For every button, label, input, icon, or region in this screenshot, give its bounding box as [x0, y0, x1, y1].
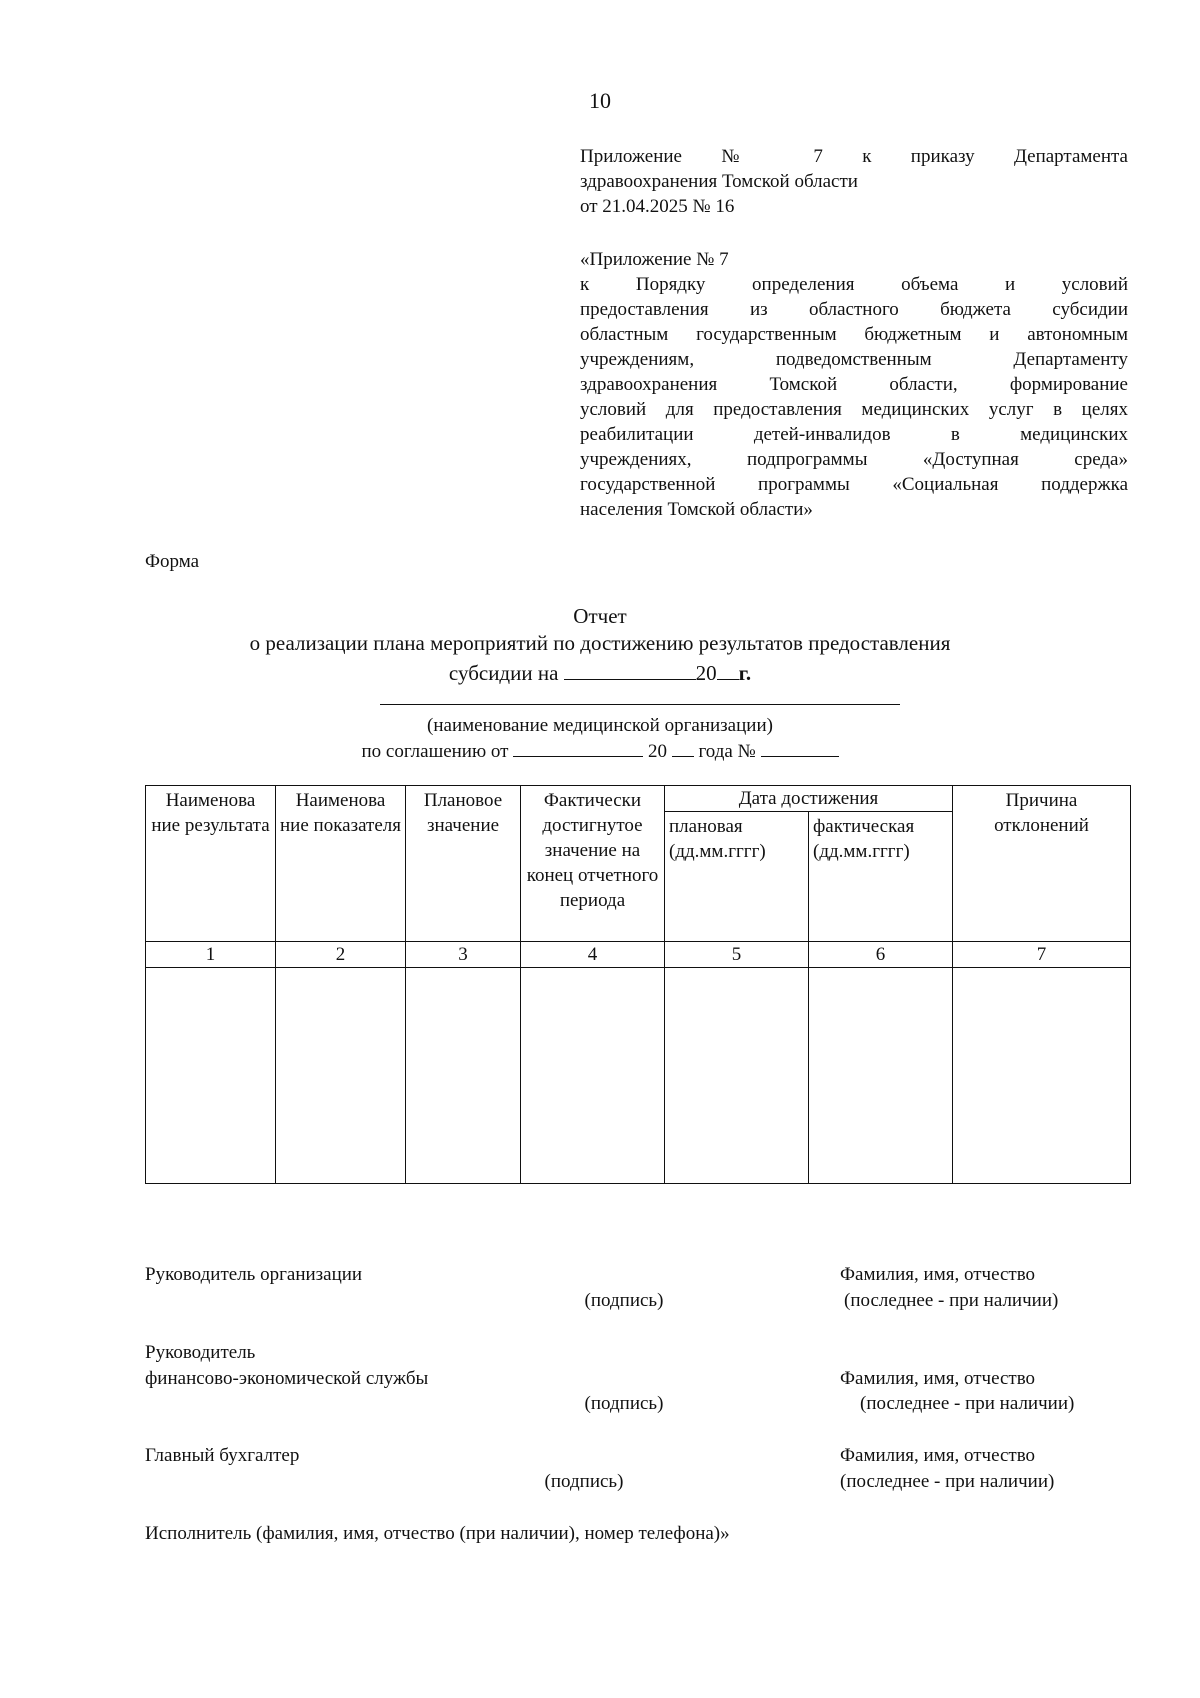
appendix-line: населения Томской области»: [580, 499, 813, 520]
finance-label-line2: финансово-экономической службы: [145, 1368, 429, 1389]
report-subsidy-line: [0, 657, 1200, 687]
form-label: Форма: [145, 551, 200, 572]
head-label: Руководитель организации: [145, 1264, 363, 1285]
header-actual-date: фактическая (дд.мм.гггг): [809, 812, 953, 942]
column-number-row: [146, 942, 1131, 968]
appendix-line: государственной программы «Социальная поддержка: [580, 474, 1128, 495]
column-number: 1: [146, 942, 276, 968]
procedure-appendix-note: [580, 247, 1128, 522]
report-title-block: [0, 603, 1200, 687]
agreement-prefix: по соглашению от: [361, 741, 509, 762]
table-cell-blank[interactable]: [953, 968, 1131, 1184]
head-signature-caption: (подпись): [584, 1290, 664, 1311]
order-reference: [580, 144, 1128, 219]
header-indicator-name: Наименова ние показателя: [276, 786, 406, 942]
year-suffix: г.: [738, 661, 752, 685]
column-number: 4: [521, 942, 665, 968]
header-deviation-reason: Причина отклонений: [953, 786, 1131, 942]
year-prefix: 20: [695, 661, 717, 685]
report-subtitle: о реализации плана мероприятий по достижению результатов предоставления: [249, 631, 951, 655]
agreement-date-blank[interactable]: [513, 738, 643, 757]
header-actual-value: Фактически достигнутое значение на конец отчетного периода: [521, 786, 665, 942]
appendix-line: предоставления из областного бюджета субсидии: [580, 299, 1128, 320]
report-table: [145, 785, 1131, 1184]
appendix-line: «Приложение № 7: [580, 249, 729, 270]
accountant-label: Главный бухгалтер: [145, 1445, 300, 1466]
appendix-line: условий для предоставления медицинских услуг в целях: [580, 399, 1128, 420]
agreement-year: 20: [647, 741, 667, 762]
header-result-name: Наименова ние результата: [146, 786, 276, 942]
appendix-line: учреждениях, подпрограммы «Доступная среда»: [580, 449, 1128, 470]
organization-name-blank[interactable]: [380, 704, 900, 705]
header-achievement-date: Дата достижения: [665, 786, 953, 812]
finance-name-note: (последнее - при наличии): [860, 1393, 1075, 1414]
finance-label-line1: Руководитель: [145, 1342, 256, 1363]
table-cell-blank[interactable]: [665, 968, 809, 1184]
accountant-name-caption: Фамилия, имя, отчество: [840, 1445, 1036, 1466]
order-reference-line: от 21.04.2025 № 16: [580, 196, 735, 217]
header-planned-value: Плановое значение: [406, 786, 521, 942]
agreement-year-blank[interactable]: [672, 738, 694, 757]
accountant-name-note: (последнее - при наличии): [840, 1471, 1055, 1492]
table-cell-blank[interactable]: [809, 968, 953, 1184]
head-name-caption: Фамилия, имя, отчество: [840, 1264, 1036, 1285]
agreement-line: [0, 738, 1200, 764]
finance-signature-caption: (подпись): [584, 1393, 664, 1414]
executor-line: Исполнитель (фамилия, имя, отчество (при наличии), номер телефона)»: [145, 1523, 730, 1544]
table-row: [146, 968, 1131, 1184]
column-number: 2: [276, 942, 406, 968]
order-reference-line: здравоохранения Томской области: [580, 171, 858, 192]
page-number: 10: [589, 88, 611, 113]
appendix-line: к Порядку определения объема и условий: [580, 274, 1128, 295]
appendix-line: здравоохранения Томской области, формирование: [580, 374, 1128, 395]
report-title: Отчет: [573, 604, 627, 628]
head-name-note: (последнее - при наличии): [844, 1290, 1059, 1311]
column-number: 7: [953, 942, 1131, 968]
column-number: 3: [406, 942, 521, 968]
subsidy-prefix: субсидии на: [448, 661, 559, 685]
table-cell-blank[interactable]: [276, 968, 406, 1184]
agreement-suffix: года №: [698, 741, 756, 762]
column-number: 6: [809, 942, 953, 968]
organization-caption: (наименование медицинской организации): [427, 715, 773, 736]
year-blank[interactable]: [717, 657, 739, 680]
order-reference-line: Приложение № 7 к приказу Департамента: [580, 146, 1128, 167]
table-cell-blank[interactable]: [406, 968, 521, 1184]
column-number: 5: [665, 942, 809, 968]
table-cell-blank[interactable]: [521, 968, 665, 1184]
appendix-line: учреждениям, подведомственным Департаменту: [580, 349, 1128, 370]
subsidy-period-blank[interactable]: [564, 657, 696, 680]
agreement-number-blank[interactable]: [761, 738, 839, 757]
accountant-signature-caption: (подпись): [544, 1471, 624, 1492]
table-cell-blank[interactable]: [146, 968, 276, 1184]
finance-name-caption: Фамилия, имя, отчество: [840, 1368, 1036, 1389]
appendix-line: областным государственным бюджетным и автономным: [580, 324, 1128, 345]
appendix-line: реабилитации детей-инвалидов в медицинских: [580, 424, 1128, 445]
header-planned-date: плановая (дд.мм.гггг): [665, 812, 809, 942]
